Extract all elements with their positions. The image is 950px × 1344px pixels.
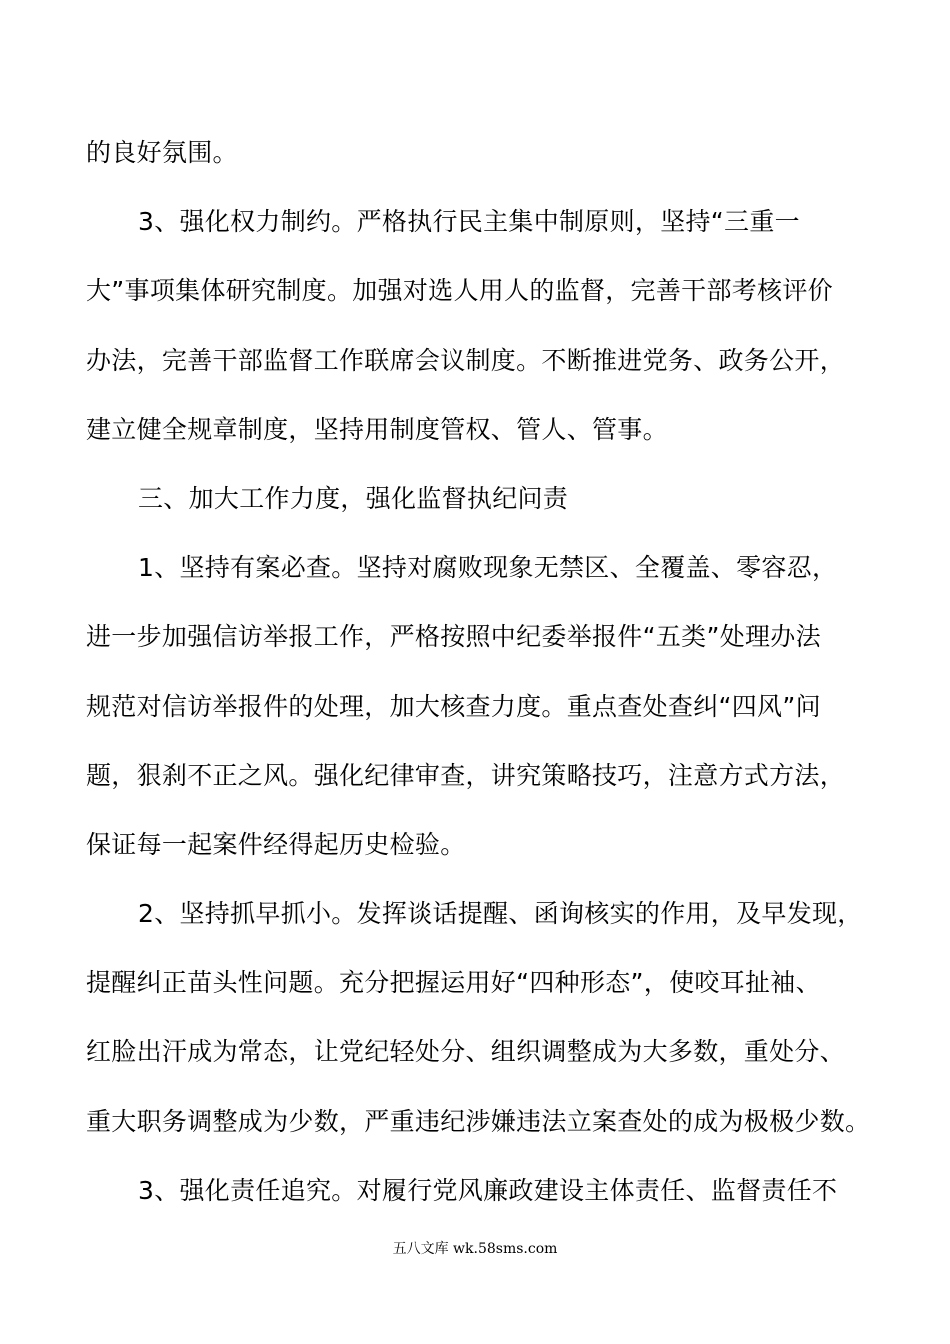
text-line: 1、坚持有案必查。坚持对腐败现象无禁区、全覆盖、零容忍， <box>138 553 838 583</box>
text-line: 题，狠刹不正之风。强化纪律审查，讲究策略技巧，注意方式方法， <box>86 760 846 790</box>
text-line: 提醒纠正苗头性问题。充分把握运用好“四种形态”，使咬耳扯袖、 <box>86 968 821 998</box>
text-line: 保证每一起案件经得起历史检验。 <box>86 829 466 859</box>
text-line: 2、坚持抓早抓小。发挥谈话提醒、函询核实的作用，及早发现， <box>138 899 863 929</box>
text-line: 办法，完善干部监督工作联席会议制度。不断推进党务、政务公开， <box>86 345 846 375</box>
text-line: 3、强化权力制约。严格执行民主集中制原则，坚持“三重一 <box>138 207 800 237</box>
text-line: 进一步加强信访举报工作，严格按照中纪委举报件“五类”处理办法 <box>86 622 821 652</box>
body-text <box>86 118 876 1225</box>
section-heading: 三、加大工作力度，强化监督执纪问责 <box>138 483 569 513</box>
text-line: 大”事项集体研究制度。加强对选人用人的监督，完善干部考核评价 <box>86 276 833 306</box>
text-line: 3、强化责任追究。对履行党风廉政建设主体责任、监督责任不 <box>138 1175 838 1205</box>
text-line: 建立健全规章制度，坚持用制度管权、管人、管事。 <box>86 414 668 444</box>
page-footer: 五八文库 wk.58sms.com <box>392 1241 558 1257</box>
text-line: 重大职务调整成为少数，严重违纪涉嫌违法立案查处的成为极极少数。 <box>86 1106 871 1136</box>
text-line: 的良好氛围。 <box>86 138 238 167</box>
text-line: 红脸出汗成为常态，让党纪轻处分、组织调整成为大多数，重处分、 <box>86 1037 846 1067</box>
text-line: 规范对信访举报件的处理，加大核查力度。重点查处查纠“四风”问 <box>86 691 821 721</box>
